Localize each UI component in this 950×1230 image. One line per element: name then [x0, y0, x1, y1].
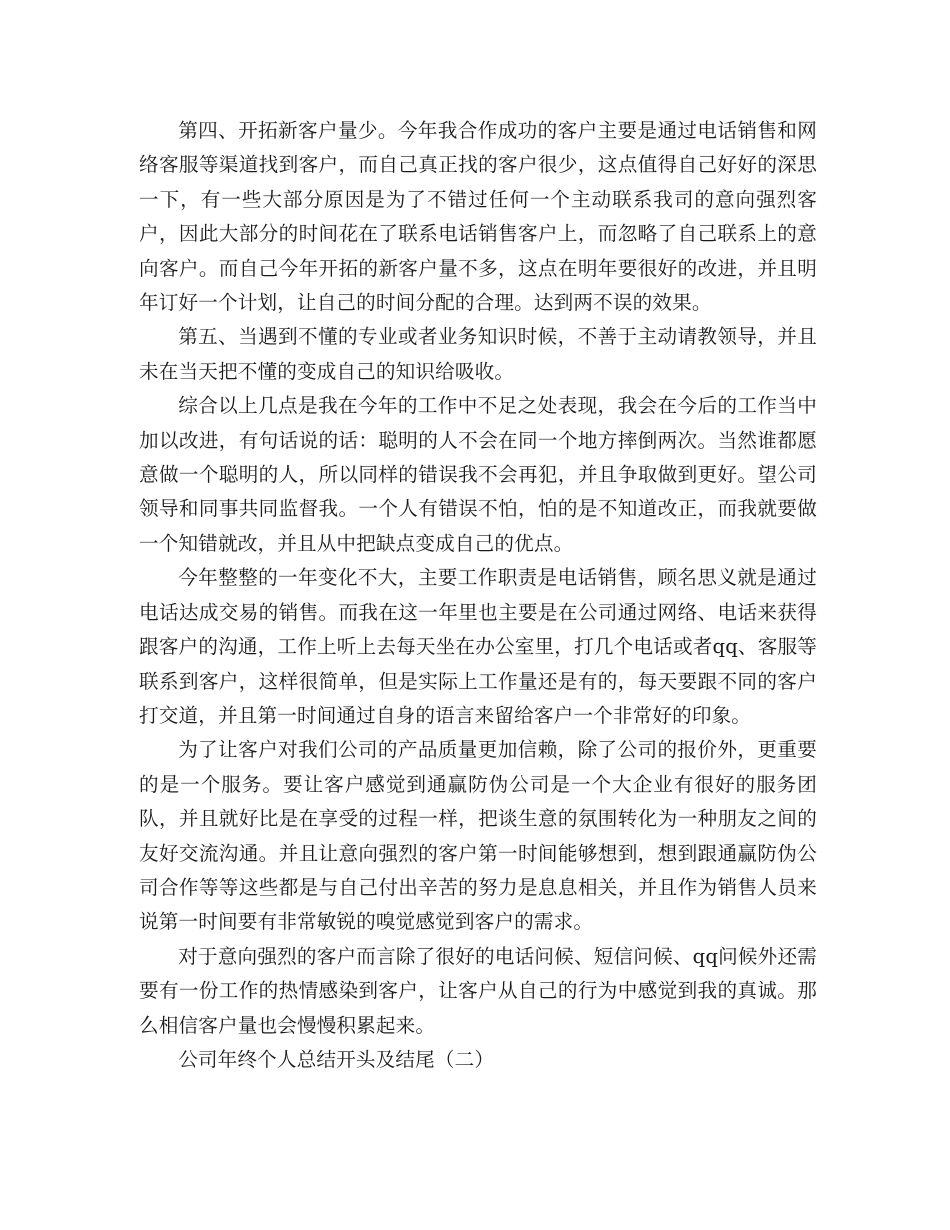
paragraph: 第四、开拓新客户量少。今年我合作成功的客户主要是通过电话销售和网络客服等渠道找到客户，而自己真正找的客户很少，这点值得自己好好的深思一下，有一些大部分原因是为了不错过任何一个主动联系我司的意向强烈客户，因此大部分的时间花在了联系电话销售客户上，而忽略了自己联系上的意向客户。而自己今年开拓的新客户量不多，这点在明年要很好的改进，并且明年订好一个计划，让自己的时间分配的合理。达到两不误的效果。 — [139, 119, 817, 315]
paragraph: 对于意向强烈的客户而言除了很好的电话问候、短信问候、qq问候外还需要有一份工作的热情感染到客户，让客户从自己的行为中感觉到我的真诚。那么相信客户量也会慢慢积累起来。 — [139, 944, 817, 1037]
paragraph: 第五、当遇到不懂的专业或者业务知识时候，不善于主动请教领导，并且未在当天把不懂的变成自己的知识给吸收。 — [139, 325, 817, 383]
paragraph: 今年整整的一年变化不大，主要工作职责是电话销售，顾名思义就是通过电话达成交易的销售。而我在这一年里也主要是在公司通过网络、电话来获得跟客户的沟通，工作上听上去每天坐在办公室里，打几个电话或者qq、客服等联系到客户，这样很简单，但是实际上工作量还是有的，每天要跟不同的客户打交道，并且第一时间通过自身的语言来留给客户一个非常好的印象。 — [139, 566, 817, 727]
section-heading: 公司年终个人总结开头及结尾（二） — [178, 1047, 495, 1071]
paragraph: 为了让客户对我们公司的产品质量更加信赖，除了公司的报价外，更重要的是一个服务。要让客户感觉到通赢防伪公司是一个大企业有很好的服务团队，并且就好比是在享受的过程一样，把谈生意的氛围转化为一种朋友之间的友好交流沟通。并且让意向强烈的客户第一时间能够想到，想到跟通赢防伪公司合作等等这些都是与自己付出辛苦的努力是息息相关，并且作为销售人员来说第一时间要有非常敏锐的嗅觉感觉到客户的需求。 — [139, 738, 817, 934]
document-body — [139, 114, 817, 1077]
paragraph: 综合以上几点是我在今年的工作中不足之处表现，我会在今后的工作当中加以改进，有句话说的话：聪明的人不会在同一个地方摔倒两次。当然谁都愿意做一个聪明的人，所以同样的错误我不会再犯，并且争取做到更好。望公司领导和同事共同监督我。一个人有错误不怕，怕的是不知道改正，而我就要做一个知错就改，并且从中把缺点变成自己的优点。 — [139, 394, 817, 555]
